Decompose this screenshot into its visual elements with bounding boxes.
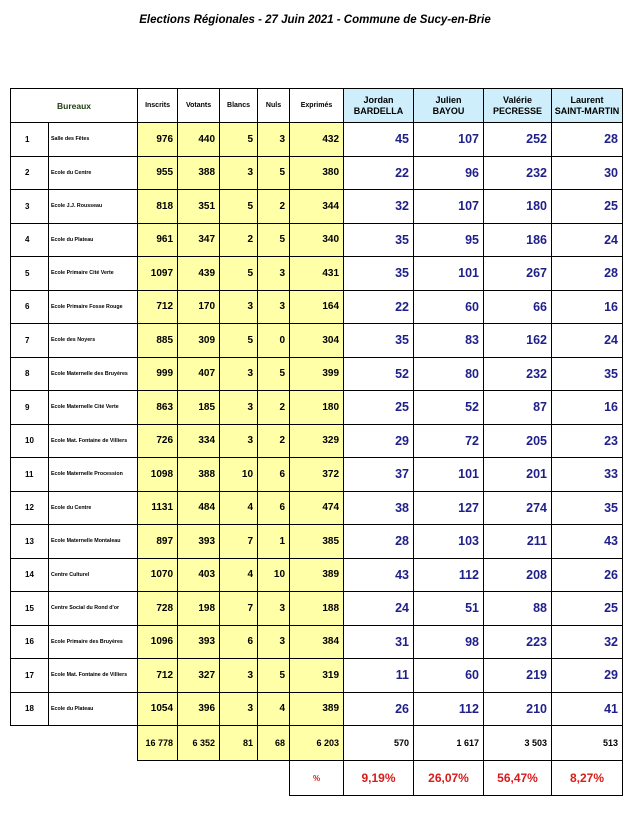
nuls-cell: 4: [258, 692, 290, 726]
table-row: [11, 558, 623, 592]
candidate-votes-cell: 35: [344, 257, 414, 291]
header-exprimes: Exprimés: [290, 89, 344, 123]
header-votants: Votants: [178, 89, 220, 123]
blancs-cell: 3: [220, 659, 258, 693]
nuls-cell: 3: [258, 625, 290, 659]
candidate-votes-cell: 66: [484, 290, 552, 324]
exprimes-cell: 432: [290, 123, 344, 157]
table-row: [11, 257, 623, 291]
candidate-votes-cell: 31: [344, 625, 414, 659]
candidate-votes-cell: 28: [552, 123, 623, 157]
inscrits-cell: 1070: [138, 558, 178, 592]
nuls-cell: 10: [258, 558, 290, 592]
bureau-number: 11: [11, 458, 49, 492]
blancs-cell: 2: [220, 223, 258, 257]
candidate-votes-cell: 16: [552, 290, 623, 324]
nuls-cell: 5: [258, 156, 290, 190]
candidate-votes-cell: 180: [484, 190, 552, 224]
table-row: [11, 458, 623, 492]
blancs-cell: 3: [220, 357, 258, 391]
nuls-cell: 3: [258, 257, 290, 291]
votants-cell: 347: [178, 223, 220, 257]
inscrits-cell: 1054: [138, 692, 178, 726]
candidate-votes-cell: 101: [414, 458, 484, 492]
candidate-votes-cell: 35: [552, 357, 623, 391]
candidate-votes-cell: 219: [484, 659, 552, 693]
candidate-votes-cell: 162: [484, 324, 552, 358]
bureau-name: Ecole du Plateau: [49, 223, 138, 257]
bureau-number: 2: [11, 156, 49, 190]
candidate-votes-cell: 22: [344, 156, 414, 190]
candidate-votes-cell: 22: [344, 290, 414, 324]
inscrits-cell: 897: [138, 525, 178, 559]
table-row: [11, 324, 623, 358]
candidate-votes-cell: 201: [484, 458, 552, 492]
candidate-votes-cell: 26: [552, 558, 623, 592]
candidate-votes-cell: 45: [344, 123, 414, 157]
total-votes: 3 503: [484, 726, 552, 761]
total-votes: 570: [344, 726, 414, 761]
bureau-number: 16: [11, 625, 49, 659]
inscrits-cell: 1097: [138, 257, 178, 291]
nuls-cell: 3: [258, 123, 290, 157]
nuls-cell: 6: [258, 491, 290, 525]
bureau-number: 4: [11, 223, 49, 257]
percent-label: %: [290, 761, 344, 796]
percent-value: 9,19%: [344, 761, 414, 796]
total-blancs: 81: [220, 726, 258, 761]
inscrits-cell: 999: [138, 357, 178, 391]
candidate-votes-cell: 87: [484, 391, 552, 425]
candidate-votes-cell: 41: [552, 692, 623, 726]
blancs-cell: 3: [220, 692, 258, 726]
candidate-votes-cell: 11: [344, 659, 414, 693]
candidate-votes-cell: 186: [484, 223, 552, 257]
blancs-cell: 7: [220, 525, 258, 559]
table-row: [11, 659, 623, 693]
candidate-votes-cell: 72: [414, 424, 484, 458]
candidate-votes-cell: 205: [484, 424, 552, 458]
candidate-votes-cell: 60: [414, 290, 484, 324]
votants-cell: 388: [178, 458, 220, 492]
votants-cell: 393: [178, 625, 220, 659]
votants-cell: 309: [178, 324, 220, 358]
votants-cell: 334: [178, 424, 220, 458]
exprimes-cell: 389: [290, 558, 344, 592]
header-nuls: Nuls: [258, 89, 290, 123]
exprimes-cell: 188: [290, 592, 344, 626]
exprimes-cell: 380: [290, 156, 344, 190]
votants-cell: 327: [178, 659, 220, 693]
bureau-number: 9: [11, 391, 49, 425]
blancs-cell: 3: [220, 424, 258, 458]
exprimes-cell: 164: [290, 290, 344, 324]
candidate-votes-cell: 23: [552, 424, 623, 458]
inscrits-cell: 712: [138, 290, 178, 324]
candidate-votes-cell: 103: [414, 525, 484, 559]
candidate-votes-cell: 274: [484, 491, 552, 525]
bureau-number: 12: [11, 491, 49, 525]
candidate-votes-cell: 267: [484, 257, 552, 291]
header-candidate: [484, 89, 552, 123]
nuls-cell: 5: [258, 357, 290, 391]
candidate-votes-cell: 30: [552, 156, 623, 190]
bureau-name: Ecole Primaire Fosse Rouge: [49, 290, 138, 324]
candidate-votes-cell: 107: [414, 190, 484, 224]
candidate-votes-cell: 43: [344, 558, 414, 592]
candidate-last-name: SAINT-MARTIN: [554, 105, 620, 116]
nuls-cell: 1: [258, 525, 290, 559]
votants-cell: 440: [178, 123, 220, 157]
blancs-cell: 5: [220, 190, 258, 224]
exprimes-cell: 431: [290, 257, 344, 291]
bureau-name: Ecole Mat. Fontaine de Villiers: [49, 424, 138, 458]
candidate-votes-cell: 52: [344, 357, 414, 391]
blancs-cell: 3: [220, 156, 258, 190]
header-row: [11, 89, 623, 123]
candidate-votes-cell: 223: [484, 625, 552, 659]
candidate-votes-cell: 26: [344, 692, 414, 726]
candidate-votes-cell: 38: [344, 491, 414, 525]
exprimes-cell: 304: [290, 324, 344, 358]
bureau-number: 13: [11, 525, 49, 559]
votants-cell: 439: [178, 257, 220, 291]
blancs-cell: 10: [220, 458, 258, 492]
bureau-number: 6: [11, 290, 49, 324]
candidate-first-name: Valérie: [503, 94, 533, 105]
inscrits-cell: 1098: [138, 458, 178, 492]
candidate-votes-cell: 95: [414, 223, 484, 257]
blancs-cell: 7: [220, 592, 258, 626]
candidate-votes-cell: 35: [344, 223, 414, 257]
page-title: Elections Régionales - 27 Juin 2021 - Commune de Sucy-en-Brie: [139, 14, 491, 26]
inscrits-cell: 976: [138, 123, 178, 157]
table-row: [11, 525, 623, 559]
total-exprimes: 6 203: [290, 726, 344, 761]
candidate-votes-cell: 24: [552, 324, 623, 358]
candidate-votes-cell: 88: [484, 592, 552, 626]
candidate-votes-cell: 210: [484, 692, 552, 726]
votants-cell: 198: [178, 592, 220, 626]
bureau-number: 7: [11, 324, 49, 358]
candidate-votes-cell: 28: [552, 257, 623, 291]
inscrits-cell: 712: [138, 659, 178, 693]
blancs-cell: 6: [220, 625, 258, 659]
header-candidate: [414, 89, 484, 123]
header-candidate: [552, 89, 623, 123]
total-votants: 6 352: [178, 726, 220, 761]
nuls-cell: 2: [258, 190, 290, 224]
votants-cell: 351: [178, 190, 220, 224]
bureau-name: Ecole Primaire Cité Verte: [49, 257, 138, 291]
candidate-votes-cell: 83: [414, 324, 484, 358]
exprimes-cell: 319: [290, 659, 344, 693]
percent-value: 26,07%: [414, 761, 484, 796]
percent-value: 8,27%: [552, 761, 623, 796]
header-inscrits: Inscrits: [138, 89, 178, 123]
blancs-cell: 3: [220, 290, 258, 324]
bureau-number: 18: [11, 692, 49, 726]
percent-row: [11, 761, 623, 796]
votants-cell: 484: [178, 491, 220, 525]
blancs-cell: 5: [220, 257, 258, 291]
candidate-votes-cell: 37: [344, 458, 414, 492]
bureau-number: 3: [11, 190, 49, 224]
bureau-name: Centre Social du Rond d'or: [49, 592, 138, 626]
votants-cell: 403: [178, 558, 220, 592]
inscrits-cell: 955: [138, 156, 178, 190]
bureau-name: Ecole Maternelle Procession: [49, 458, 138, 492]
candidate-votes-cell: 98: [414, 625, 484, 659]
table-row: [11, 592, 623, 626]
totals-spacer: [11, 726, 138, 761]
header-blancs: Blancs: [220, 89, 258, 123]
table-row: [11, 424, 623, 458]
table-row: [11, 290, 623, 324]
candidate-votes-cell: 112: [414, 692, 484, 726]
nuls-cell: 2: [258, 424, 290, 458]
candidate-votes-cell: 60: [414, 659, 484, 693]
inscrits-cell: 818: [138, 190, 178, 224]
bureau-name: Ecole Mat. Fontaine de Villiers: [49, 659, 138, 693]
bureau-number: 17: [11, 659, 49, 693]
nuls-cell: 3: [258, 290, 290, 324]
percent-value: 56,47%: [484, 761, 552, 796]
inscrits-cell: 1096: [138, 625, 178, 659]
candidate-votes-cell: 35: [344, 324, 414, 358]
inscrits-cell: 863: [138, 391, 178, 425]
candidate-votes-cell: 101: [414, 257, 484, 291]
candidate-votes-cell: 211: [484, 525, 552, 559]
nuls-cell: 6: [258, 458, 290, 492]
candidate-votes-cell: 80: [414, 357, 484, 391]
results-table: [10, 88, 623, 796]
nuls-cell: 3: [258, 592, 290, 626]
table-row: [11, 223, 623, 257]
bureau-name: Centre Culturel: [49, 558, 138, 592]
exprimes-cell: 474: [290, 491, 344, 525]
candidate-votes-cell: 208: [484, 558, 552, 592]
exprimes-cell: 372: [290, 458, 344, 492]
candidate-votes-cell: 112: [414, 558, 484, 592]
candidate-votes-cell: 25: [552, 190, 623, 224]
candidate-votes-cell: 32: [552, 625, 623, 659]
table-row: [11, 625, 623, 659]
header-candidate: [344, 89, 414, 123]
exprimes-cell: 399: [290, 357, 344, 391]
candidate-votes-cell: 25: [552, 592, 623, 626]
candidate-last-name: BARDELLA: [353, 105, 404, 116]
candidate-votes-cell: 24: [344, 592, 414, 626]
blancs-cell: 5: [220, 123, 258, 157]
inscrits-cell: 728: [138, 592, 178, 626]
inscrits-cell: 726: [138, 424, 178, 458]
candidate-votes-cell: 35: [552, 491, 623, 525]
bureau-name: Ecole J.J. Rousseau: [49, 190, 138, 224]
table-row: [11, 357, 623, 391]
candidate-votes-cell: 29: [344, 424, 414, 458]
bureau-name: Salle des Fêtes: [49, 123, 138, 157]
bureau-number: 14: [11, 558, 49, 592]
inscrits-cell: 961: [138, 223, 178, 257]
exprimes-cell: 329: [290, 424, 344, 458]
candidate-votes-cell: 51: [414, 592, 484, 626]
candidate-votes-cell: 232: [484, 156, 552, 190]
bureau-number: 5: [11, 257, 49, 291]
votants-cell: 407: [178, 357, 220, 391]
nuls-cell: 2: [258, 391, 290, 425]
bureau-name: Ecole Primaire des Bruyères: [49, 625, 138, 659]
table-row: [11, 391, 623, 425]
candidate-votes-cell: 16: [552, 391, 623, 425]
bureau-number: 1: [11, 123, 49, 157]
blancs-cell: 4: [220, 491, 258, 525]
votants-cell: 185: [178, 391, 220, 425]
candidate-first-name: Julien: [435, 94, 462, 105]
nuls-cell: 0: [258, 324, 290, 358]
exprimes-cell: 384: [290, 625, 344, 659]
percent-spacer: [11, 761, 290, 796]
total-nuls: 68: [258, 726, 290, 761]
candidate-votes-cell: 232: [484, 357, 552, 391]
candidate-votes-cell: 107: [414, 123, 484, 157]
totals-row: [11, 726, 623, 761]
inscrits-cell: 885: [138, 324, 178, 358]
total-votes: 1 617: [414, 726, 484, 761]
candidate-votes-cell: 52: [414, 391, 484, 425]
inscrits-cell: 1131: [138, 491, 178, 525]
votants-cell: 388: [178, 156, 220, 190]
votants-cell: 170: [178, 290, 220, 324]
bureau-name: Ecole du Centre: [49, 491, 138, 525]
exprimes-cell: 385: [290, 525, 344, 559]
candidate-votes-cell: 252: [484, 123, 552, 157]
table-row: [11, 123, 623, 157]
candidate-votes-cell: 32: [344, 190, 414, 224]
table-row: [11, 156, 623, 190]
table-row: [11, 491, 623, 525]
exprimes-cell: 389: [290, 692, 344, 726]
candidate-first-name: Jordan: [363, 94, 394, 105]
header-bureaux: Bureaux: [11, 89, 138, 123]
candidate-votes-cell: 25: [344, 391, 414, 425]
bureau-name: Ecole Maternelle Cité Verte: [49, 391, 138, 425]
table-row: [11, 692, 623, 726]
bureau-name: Ecole Maternelle des Bruyères: [49, 357, 138, 391]
candidate-votes-cell: 43: [552, 525, 623, 559]
total-votes: 513: [552, 726, 623, 761]
bureau-name: Ecole du Plateau: [49, 692, 138, 726]
candidate-votes-cell: 28: [344, 525, 414, 559]
candidate-votes-cell: 29: [552, 659, 623, 693]
exprimes-cell: 180: [290, 391, 344, 425]
blancs-cell: 5: [220, 324, 258, 358]
exprimes-cell: 340: [290, 223, 344, 257]
bureau-name: Ecole Maternelle Montaleau: [49, 525, 138, 559]
blancs-cell: 3: [220, 391, 258, 425]
candidate-votes-cell: 96: [414, 156, 484, 190]
votants-cell: 393: [178, 525, 220, 559]
candidate-last-name: BAYOU: [432, 105, 465, 116]
bureau-number: 10: [11, 424, 49, 458]
bureau-number: 15: [11, 592, 49, 626]
bureau-number: 8: [11, 357, 49, 391]
table-row: [11, 190, 623, 224]
nuls-cell: 5: [258, 659, 290, 693]
candidate-first-name: Laurent: [570, 94, 604, 105]
candidate-last-name: PECRESSE: [493, 105, 543, 116]
candidate-votes-cell: 127: [414, 491, 484, 525]
exprimes-cell: 344: [290, 190, 344, 224]
candidate-votes-cell: 24: [552, 223, 623, 257]
bureau-name: Ecole du Centre: [49, 156, 138, 190]
votants-cell: 396: [178, 692, 220, 726]
bureau-name: Ecole des Noyers: [49, 324, 138, 358]
nuls-cell: 5: [258, 223, 290, 257]
candidate-votes-cell: 33: [552, 458, 623, 492]
total-inscrits: 16 778: [138, 726, 178, 761]
blancs-cell: 4: [220, 558, 258, 592]
